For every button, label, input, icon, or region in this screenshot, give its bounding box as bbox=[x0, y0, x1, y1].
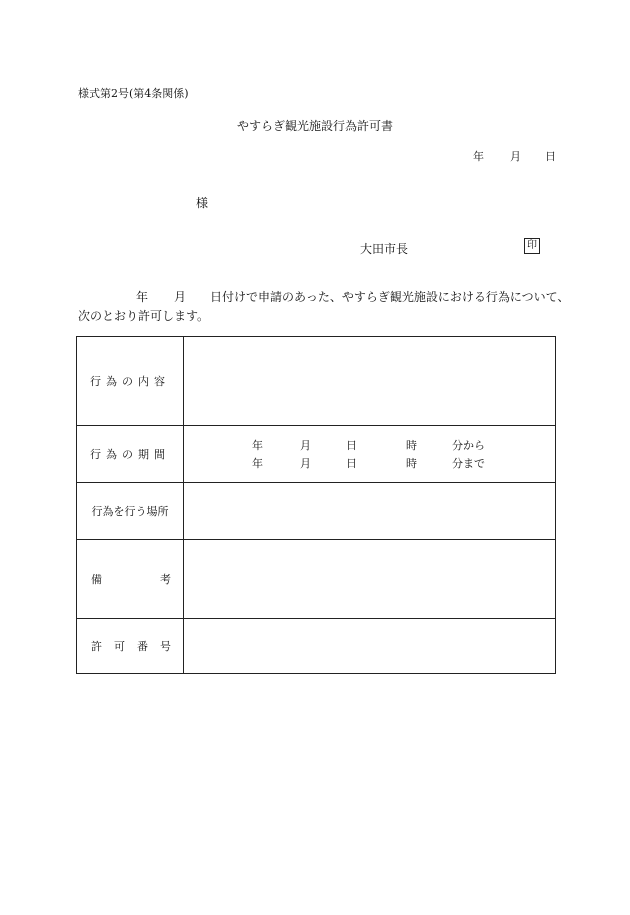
period-from-minute: 分から bbox=[452, 439, 485, 452]
permission-statement bbox=[78, 288, 570, 326]
period-to-year: 年 bbox=[252, 457, 263, 470]
permit-number-char-1: 許 bbox=[91, 640, 102, 653]
period-label-cell bbox=[77, 426, 184, 483]
location-label-cell bbox=[77, 483, 184, 540]
remarks-label-right: 考 bbox=[160, 573, 171, 586]
seal-mark: 印 bbox=[524, 238, 540, 254]
period-to-month: 月 bbox=[300, 457, 311, 470]
content-value-cell[interactable] bbox=[184, 337, 556, 426]
table-row-content bbox=[77, 337, 556, 426]
table-row-remarks bbox=[77, 540, 556, 619]
table-row-location bbox=[77, 483, 556, 540]
period-to-hour: 時 bbox=[406, 457, 417, 470]
remarks-label-cell bbox=[77, 540, 184, 619]
period-from-year: 年 bbox=[252, 439, 263, 452]
content-label: 行為の内容 bbox=[90, 375, 170, 388]
table-row-permit-number bbox=[77, 619, 556, 674]
content-label-cell bbox=[77, 337, 184, 426]
remarks-label bbox=[77, 571, 183, 587]
statement-line-1 bbox=[78, 288, 570, 307]
statement-month: 月 bbox=[174, 290, 187, 304]
addressee-honorific: 様 bbox=[196, 196, 209, 210]
period-from-day: 日 bbox=[346, 439, 357, 452]
period-value-cell[interactable] bbox=[184, 426, 556, 483]
permit-number-label-cell bbox=[77, 619, 184, 674]
period-from-hour: 時 bbox=[406, 439, 417, 452]
form-number: 様式第2号(第4条関係) bbox=[78, 87, 189, 100]
date-month-label: 月 bbox=[510, 150, 521, 163]
period-label: 行為の期間 bbox=[90, 448, 170, 461]
statement-line-2: 次のとおり許可します。 bbox=[78, 309, 210, 323]
remarks-label-left: 備 bbox=[91, 573, 102, 586]
table-row-period bbox=[77, 426, 556, 483]
period-to-day: 日 bbox=[346, 457, 357, 470]
permit-number-label bbox=[77, 638, 183, 654]
issuer-name: 大田市長 bbox=[360, 242, 409, 256]
location-label: 行為を行う場所 bbox=[91, 505, 169, 518]
period-to-minute: 分まで bbox=[452, 457, 485, 470]
date-day-label: 日 bbox=[545, 150, 556, 163]
permit-number-char-3: 番 bbox=[137, 640, 148, 653]
document-title: やすらぎ観光施設行為許可書 bbox=[236, 119, 393, 133]
date-year-label: 年 bbox=[473, 150, 484, 163]
permit-number-char-4: 号 bbox=[160, 640, 171, 653]
remarks-value-cell[interactable] bbox=[184, 540, 556, 619]
permit-number-value-cell[interactable] bbox=[184, 619, 556, 674]
permit-details-table bbox=[76, 336, 556, 674]
location-value-cell[interactable] bbox=[184, 483, 556, 540]
statement-text: 日付けで申請のあった、やすらぎ観光施設における行為について、 bbox=[210, 290, 570, 304]
statement-year: 年 bbox=[136, 290, 149, 304]
permit-number-char-2: 可 bbox=[114, 640, 125, 653]
period-from-month: 月 bbox=[300, 439, 311, 452]
